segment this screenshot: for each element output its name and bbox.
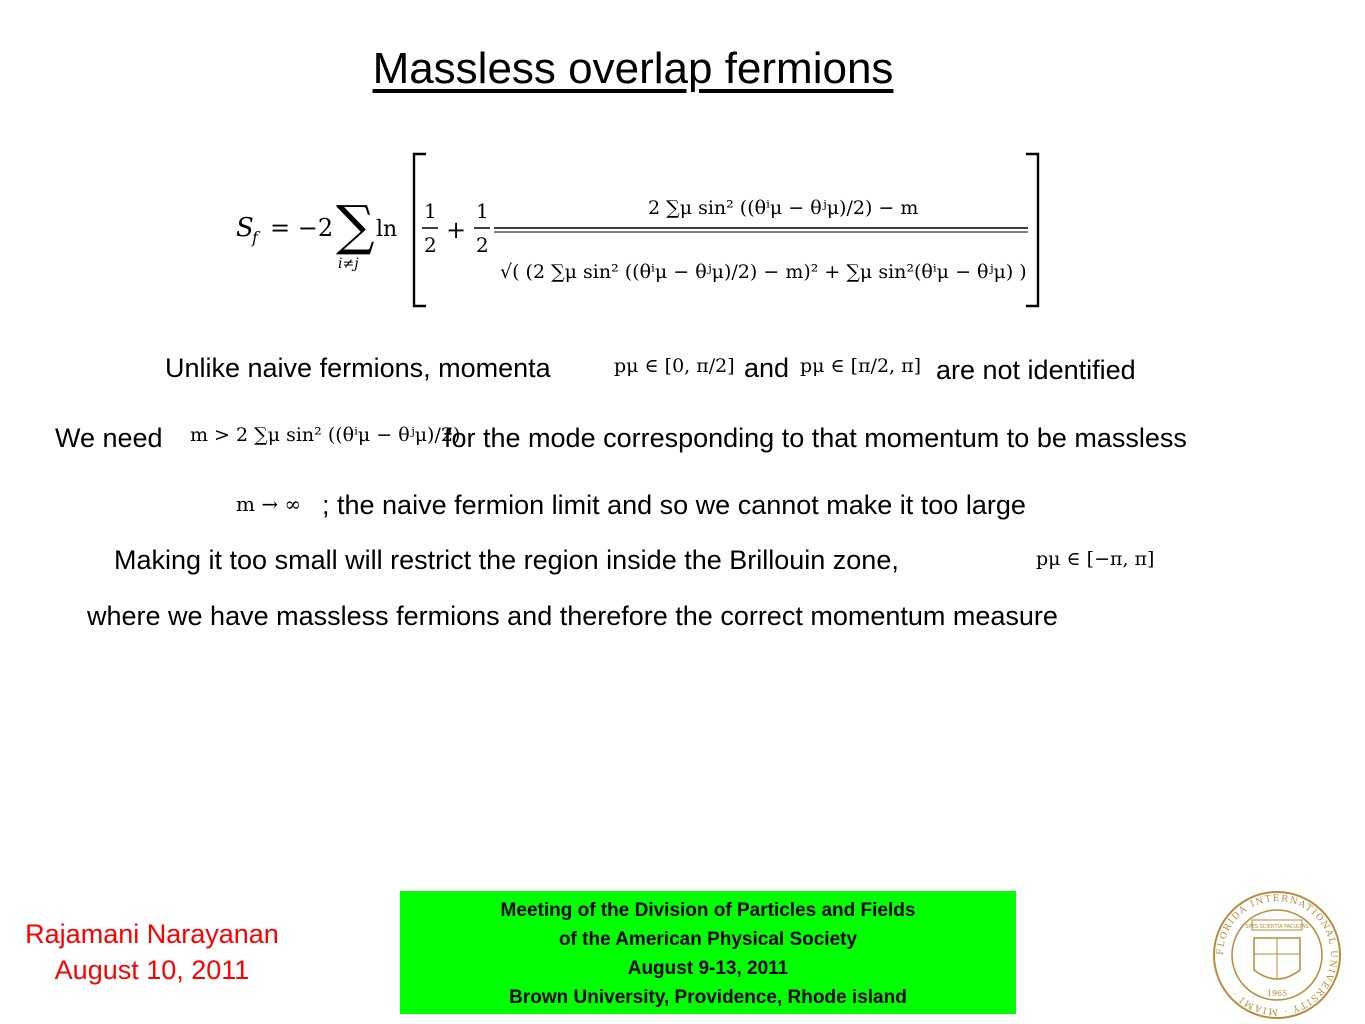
eq-half1-den: 2	[424, 233, 437, 257]
meeting-line: Meeting of the Division of Particles and Fields	[500, 900, 916, 921]
author-name: Rajamani Narayanan	[25, 919, 279, 949]
eq-left-bracket	[414, 154, 426, 306]
meeting-line: of the American Physical Society	[558, 929, 858, 950]
line-momenta-text-b: and	[744, 353, 790, 383]
university-seal-logo	[1212, 890, 1342, 1020]
line-measure-text: where we have massless fermions and therefore the correct momentum measure	[87, 601, 1058, 631]
line-small-math: pμ ∈ [−π, π]	[1036, 548, 1155, 570]
seal-ring-text: FLORIDA INTERNATIONAL UNIVERSITY · MIAMI ·	[1215, 893, 1339, 1017]
author-block	[0, 916, 304, 988]
line-need-math: m > 2 ∑μ sin² ((θⁱμ − θʲμ)/2)	[190, 424, 461, 446]
action-equation	[228, 148, 1048, 313]
meeting-info-box	[400, 891, 1016, 1014]
eq-denominator: √( (2 ∑μ sin² ((θⁱμ − θʲμ)/2) − m)² + ∑μ sin²(θⁱμ − θʲμ) )	[500, 261, 1027, 283]
line-limit-math: m → ∞	[236, 492, 302, 516]
eq-half2-num: 1	[476, 199, 489, 223]
line-small-text: Making it too small will restrict the region inside the Brillouin zone,	[114, 545, 899, 575]
line-limit-text: ; the naive fermion limit and so we cannot make it too large	[322, 490, 1026, 520]
meeting-line: August 9-13, 2011	[627, 958, 789, 979]
line-momenta-math-a: pμ ∈ [0, π/2]	[614, 355, 735, 377]
line-momenta-text-c: are not identified	[936, 355, 1136, 385]
eq-ln: ln	[376, 217, 398, 242]
eq-right-bracket	[1026, 154, 1038, 306]
seal-motto: SPES SCIENTIA FACULTAS	[1245, 924, 1309, 930]
line-momenta-math-b: pμ ∈ [π/2, π]	[800, 355, 922, 377]
eq-numerator: 2 ∑μ sin² ((θⁱμ − θʲμ)/2) − m	[648, 197, 919, 219]
eq-sum-sub: i≠j	[338, 256, 359, 272]
eq-plus: +	[446, 216, 467, 244]
eq-half1-num: 1	[424, 199, 437, 223]
line-need-text-b: for the mode corresponding to that momentum to be massless	[444, 423, 1187, 453]
talk-date: August 10, 2011	[54, 955, 250, 985]
eq-sign: = −2	[270, 214, 334, 242]
line-momenta-text-a: Unlike naive fermions, momenta	[165, 353, 551, 383]
meeting-line: Brown University, Providence, Rhode island	[509, 987, 907, 1008]
eq-half2-den: 2	[476, 233, 489, 257]
eq-sum-symbol: ∑	[336, 194, 375, 257]
line-need-text-a: We need	[55, 423, 163, 453]
slide-title: Massless overlap fermions	[372, 44, 894, 93]
eq-lhs: S	[236, 213, 254, 243]
eq-lhs-sub: f	[252, 228, 258, 247]
seal-year: 1965	[1266, 989, 1288, 998]
